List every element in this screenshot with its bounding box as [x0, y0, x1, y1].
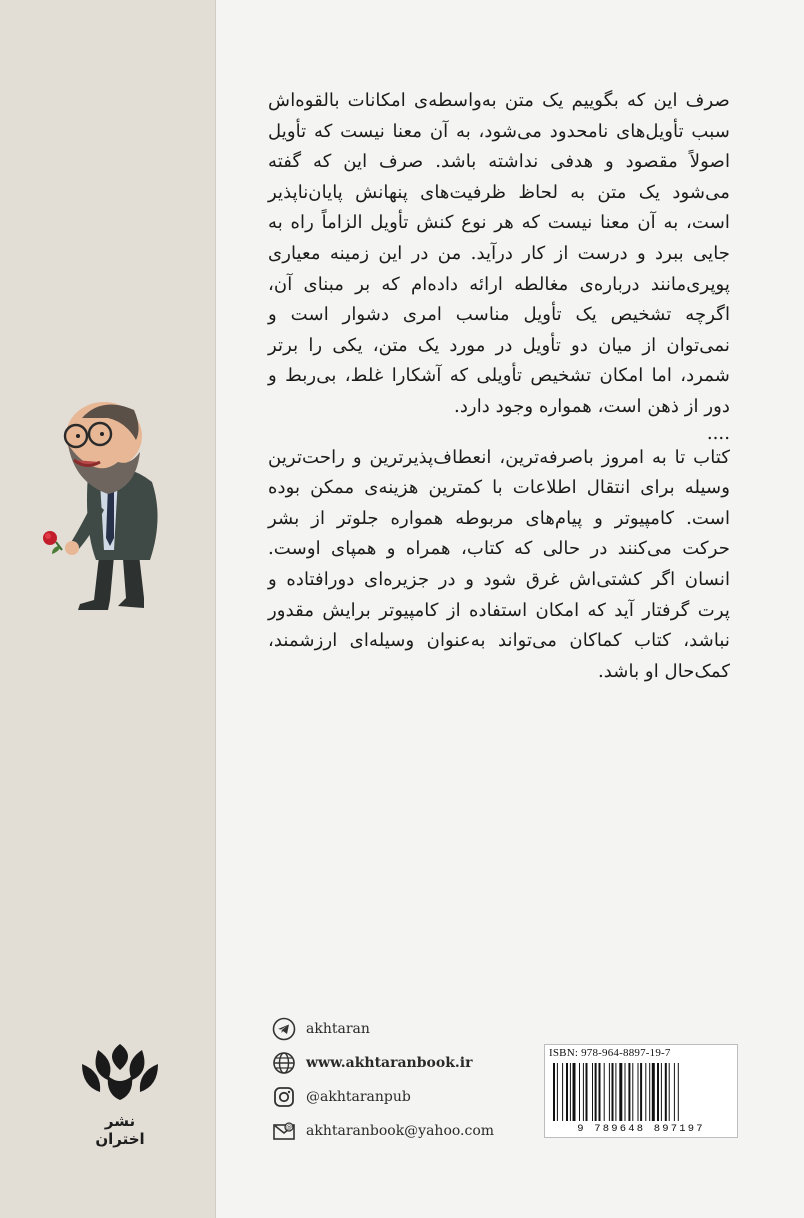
barcode-bar [609, 1063, 610, 1121]
barcode-bar [678, 1063, 679, 1121]
barcode-bar [579, 1063, 580, 1121]
barcode-bar [674, 1063, 675, 1121]
barcode-bar [665, 1063, 667, 1121]
publisher-logo-block [78, 1040, 162, 1148]
barcode-bar [562, 1063, 563, 1121]
barcode-bar [573, 1063, 576, 1121]
blurb-separator: .... [706, 422, 730, 444]
barcode-bar [583, 1063, 584, 1121]
barcode-bar [604, 1063, 605, 1121]
barcode-bar [570, 1063, 571, 1121]
email-address: akhtaranbook@yahoo.com [306, 1123, 495, 1139]
blurb-paragraph-2: کتاب تا به امروز باصرفه‌ترین، انعطاف‌پذیرترین و راحت‌ترین وسیله برای انتقال اطلاعات با کمترین هزینه‌ی ممکن بوده است. کامپیوتر و پیام‌های مربوطه همواره جلوتر از بشر حرکت می‌کنند در حالی که کتاب، همراه و همپای اوست. انسان اگر کشتی‌اش غرق شود و در جزیره‌ای دورافتاده و پرت گرفتار آید که امکان استفاده از کامپیوتر برایش مقدور نباشد، کتاب کماکان می‌تواند به‌عنوان وسیله‌ای ارزشمند، کمک‌حال او باشد. [268, 446, 730, 682]
svg-text:@: @ [286, 1124, 292, 1132]
instagram-icon [272, 1085, 296, 1109]
barcode-bar [592, 1063, 593, 1121]
contact-website[interactable] [272, 1046, 532, 1080]
barcode-bars [549, 1063, 733, 1121]
email-icon [272, 1119, 296, 1143]
barcode-bar [612, 1063, 614, 1121]
barcode-bar [599, 1063, 601, 1121]
author-caricature-illustration [22, 378, 172, 618]
telegram-handle: akhtaran [306, 1021, 370, 1037]
barcode-digits: 9 789648 897197 [577, 1123, 705, 1135]
contact-email[interactable] [272, 1114, 532, 1148]
instagram-handle: @akhtaranpub [306, 1089, 411, 1105]
barcode-bar [586, 1063, 588, 1121]
publisher-logo-icon [78, 1040, 162, 1104]
barcode-bar [661, 1063, 662, 1121]
barcode-bar [669, 1063, 670, 1121]
telegram-icon [272, 1017, 296, 1041]
contact-instagram[interactable] [272, 1080, 532, 1114]
barcode-bar [628, 1063, 630, 1121]
barcode-bar [566, 1063, 568, 1121]
barcode-bar [649, 1063, 650, 1121]
barcode-bar [625, 1063, 626, 1121]
barcode-bar [657, 1063, 659, 1121]
barcode-bar [595, 1063, 597, 1121]
barcode-bar [638, 1063, 639, 1121]
back-cover-blurb [268, 86, 730, 687]
isbn-label: ISBN: 978-964-8897-19-7 [549, 1047, 671, 1059]
blurb-paragraph-1: صرف این که بگوییم یک متن به‌واسطه‌ی امکانات بالقوه‌اش سبب تأویل‌های نامحدود می‌شود، به آن معنا نیست که تأویل اصولاً مقصود و هدفی نداشته باشد. صرف این که گفته می‌شود یک متن به لحاظ ظرفیت‌های پنهانش پایان‌ناپذیر است، به آن معنا نیست که هر نوع کنش تأویل الزاماً راه به جایی ببرد و درست از کار درآید. من در این زمینه معیاری پوپری‌مانند درباره‌ی مغالطه ارائه داده‌ام که بر مبنای آن، اگرچه تشخیص یک تأویل مناسب امری دشوار است و نمی‌توان از میان دو تأویل در مورد یک متن، یکی را برتر شمرد، اما امکان تشخیص تأویلی که آشکارا غلط، بی‌ربط و دور از ذهن است، همواره وجود دارد. [268, 90, 730, 417]
publisher-name: نشر اختران [95, 1112, 145, 1148]
contact-list [272, 1012, 532, 1148]
barcode-bar [615, 1063, 616, 1121]
globe-icon [272, 1051, 296, 1075]
isbn-barcode [544, 1044, 738, 1138]
barcode-bar [553, 1063, 555, 1121]
barcode-bar [632, 1063, 633, 1121]
contact-telegram[interactable] [272, 1012, 532, 1046]
barcode-bar [640, 1063, 642, 1121]
barcode-bar [645, 1063, 646, 1121]
barcode-bar [557, 1063, 558, 1121]
website-url: www.akhtaranbook.ir [306, 1055, 473, 1071]
barcode-bar [652, 1063, 655, 1121]
barcode-bar [619, 1063, 622, 1121]
